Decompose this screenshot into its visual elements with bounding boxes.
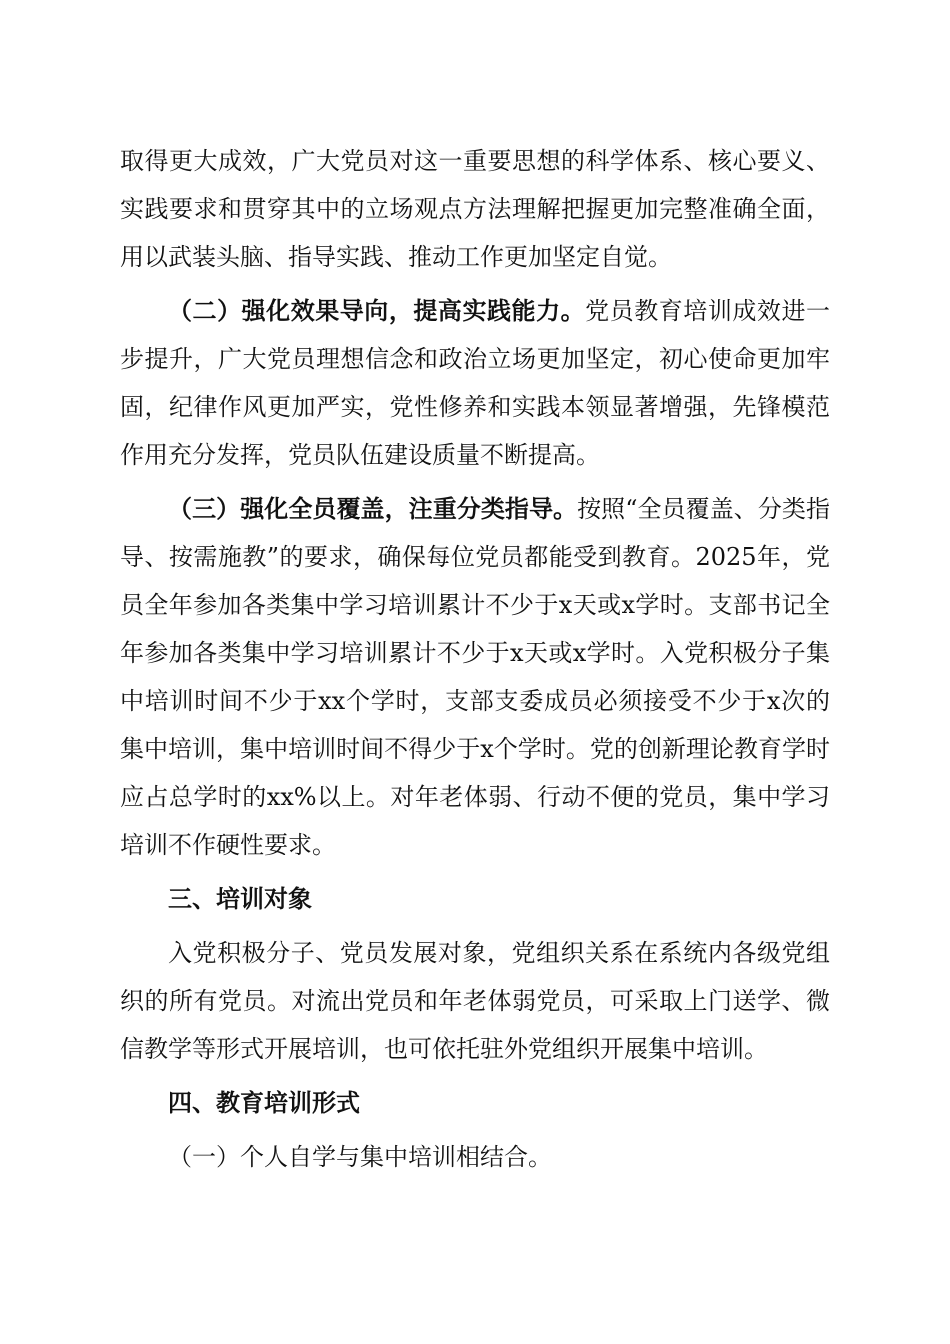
paragraph-training-targets: 入党积极分子、党员发展对象，党组织关系在系统内各级党组织的所有党员。对流出党员和年老体弱党员，可采取上门送学、微信教学等形式开展培训，也可依托驻外党组织开展集中培训。 bbox=[120, 939, 830, 1063]
paragraph-lead-effect-orientation: （二）强化效果导向，提高实践能力。 bbox=[168, 296, 586, 325]
paragraph-continued: 取得更大成效，广大党员对这一重要思想的科学体系、核心要义、实践要求和贯穿其中的立场观点方法理解把握更加完整准确全面，用以武装头脑、指导实践、推动工作更加坚定自觉。 bbox=[120, 147, 830, 271]
paragraph-lead-full-coverage: （三）强化全员覆盖，注重分类指导。 bbox=[168, 494, 578, 523]
paragraph-full-coverage bbox=[120, 485, 830, 869]
paragraph-self-study: （一）个人自学与集中培训相结合。 bbox=[168, 1143, 552, 1171]
paragraph-body-effect-orientation: 党员教育培训成效进一步提升，广大党员理想信念和政治立场更加坚定，初心使命更加牢固，纪律作风更加严实，党性修养和实践本领显著增强，先锋模范作用充分发挥，党员队伍建设质量不断提高。 bbox=[120, 297, 831, 469]
section-heading-training-forms: 四、教育培训形式 bbox=[168, 1089, 360, 1117]
document-body bbox=[120, 137, 830, 1181]
paragraph-body-full-coverage: 按照“全员覆盖、分类指导、按需施教”的要求，确保每位党员都能受到教育。2025年，党员全年参加各类集中学习培训累计不少于x天或x学时。支部书记全年参加各类集中学习培训累计不少于x天或x学时。入党积极分子集中培训时间不少于xx个学时，支部支委成员必须接受不少于x次的集中培训，集中培训时间不得少于x个学时。党的创新理论教育学时应占总学时的xx%以上。对年老体弱、行动不便的党员，集中学习培训不作硬性要求。 bbox=[120, 495, 830, 859]
paragraph-effect-orientation bbox=[120, 287, 830, 479]
section-heading-training-targets: 三、培训对象 bbox=[168, 885, 312, 913]
